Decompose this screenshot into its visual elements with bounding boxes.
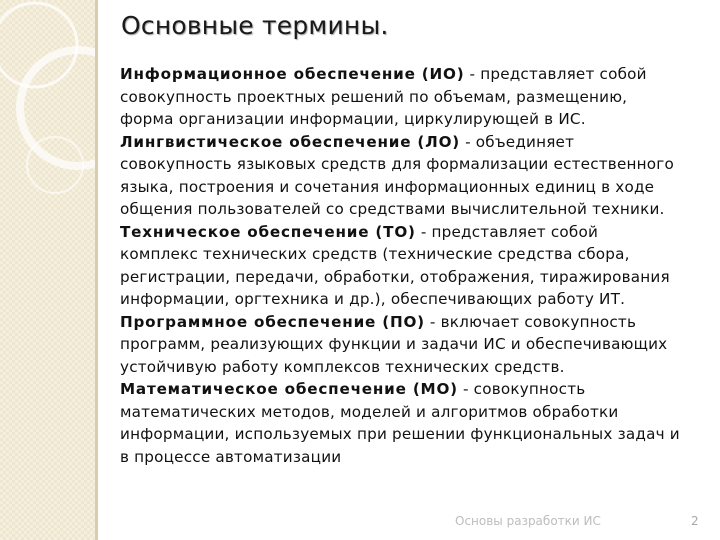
definition-term: Техническое обеспечение (ТО) [120,222,416,241]
decorative-circles [0,0,95,540]
definition-term: Математическое обеспечение (МО) [120,380,458,398]
definition-text: - объединяет совокупность языковых средств для формализации естественного языка, построения и сочетания информационных единиц в ходе общения пользователей со средствами вычислительной техники. [120,132,674,218]
definition-term: Программное обеспечение (ПО) [120,312,425,331]
definition-text: - представляет собой совокупность проектных решений по объемам, размещению, форма организации информации, циркулирующей в ИС. [120,65,647,128]
slide-footer: Основы разработки ИС [455,514,601,528]
page-number: 2 [691,514,699,528]
definition-item [120,378,680,468]
definition-item [120,221,680,311]
definition-text: - включает совокупность программ, реализующих функции и задачи ИС и обеспечивающих устойчивую работу комплексов технических средств. [120,312,668,376]
definition-item [120,131,680,221]
side-divider [95,0,98,540]
definition-term: Лингвистическое обеспечение (ЛО) [120,132,461,151]
definition-text: - совокупность математических методов, моделей и алгоритмов обработки информации, используемых при решении функциональных задач и в процессе автоматизации [120,380,680,466]
definitions-list [120,63,680,468]
decorative-side-panel [0,0,95,540]
definition-text: - представляет собой комплекс технических средств (технические средства сбора, регистрации, передачи, обработки, отображения, тиражирования информации, оргтехника и др.), обеспечивающих работу ИТ. [120,222,670,308]
definition-term: Информационное обеспечение (ИО) [120,65,465,83]
slide-title: Основные термины. [121,11,389,40]
definition-item [120,63,680,131]
definition-item [120,311,680,379]
